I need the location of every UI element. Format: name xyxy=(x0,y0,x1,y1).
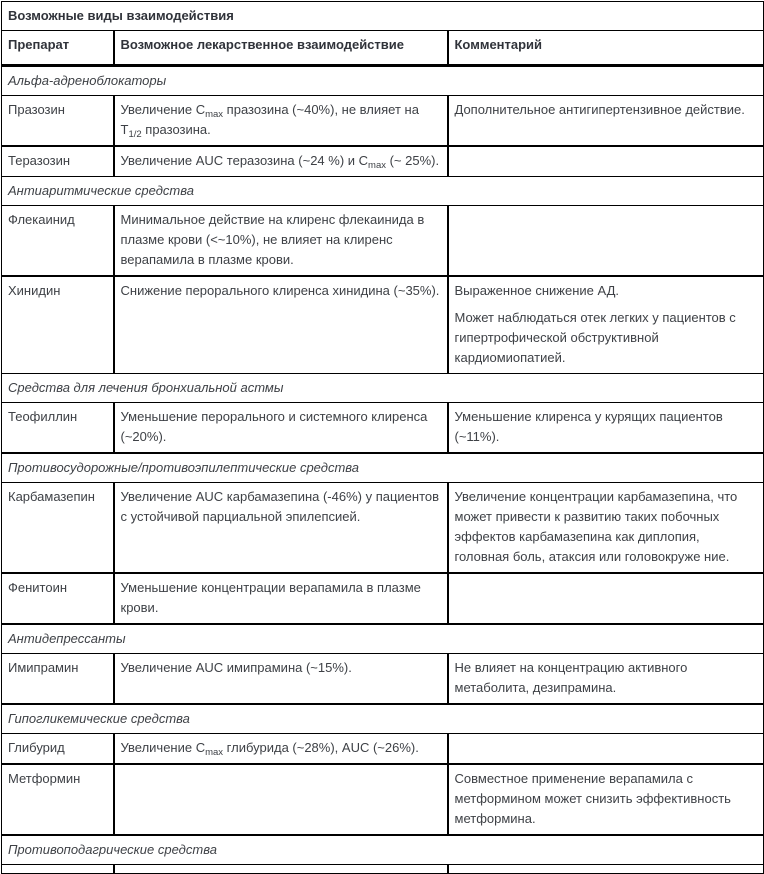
drug-cell xyxy=(2,865,114,874)
comment-cell: Увеличение концентрации карбамазепина, что может привести к развитию таких побочных эффектов карбамазепина как диплопия, головная боль, атаксия или головокруже ние. xyxy=(448,483,764,574)
table-row xyxy=(2,865,764,874)
drug-cell: Теразозин xyxy=(2,146,114,177)
interaction-cell: Увеличение $C_{max}$ празозина (~40%), не влияет на $T_{1/2}$ празозина. xyxy=(114,96,448,147)
column-header-row xyxy=(2,31,764,66)
drug-cell: Глибурид xyxy=(2,734,114,765)
table-title: Возможные виды взаимодействия xyxy=(2,2,764,31)
comment-cell: Совместное применение верапамила с метформином может снизить эффективность метформина. xyxy=(448,764,764,835)
section-label: Противоподагрические средства xyxy=(2,835,764,865)
section-row xyxy=(2,453,764,483)
comment-cell: Дополнительное антигипертензивное действие. xyxy=(448,96,764,147)
drug-cell: Фенитоин xyxy=(2,573,114,624)
table-row xyxy=(2,403,764,454)
drug-cell: Теофиллин xyxy=(2,403,114,454)
table-row xyxy=(2,96,764,147)
section-label: Гипогликемические средства xyxy=(2,704,764,734)
document-page xyxy=(1,1,763,874)
section-label: Средства для лечения бронхиальной астмы xyxy=(2,374,764,403)
table-row xyxy=(2,734,764,765)
drug-cell: Имипрамин xyxy=(2,654,114,705)
drug-cell: Флекаинид xyxy=(2,206,114,277)
interaction-cell: Уменьшение концентрации верапамила в плазме крови. xyxy=(114,573,448,624)
section-row xyxy=(2,624,764,654)
comment-cell xyxy=(448,573,764,624)
interaction-cell: Увеличение $C_{max}$ глибурида (~28%), AUC (~26%). xyxy=(114,734,448,765)
drug-cell: Хинидин xyxy=(2,276,114,374)
comment-cell xyxy=(448,146,764,177)
section-row xyxy=(2,835,764,865)
comment-cell xyxy=(448,734,764,765)
interaction-cell: Увеличение AUC карбамазепина (-46%) у пациентов с устойчивой парциальной эпилепсией. xyxy=(114,483,448,574)
drug-cell: Метформин xyxy=(2,764,114,835)
interaction-cell xyxy=(114,865,448,874)
comment-cell: Не влияет на концентрацию активного метаболита, дезипрамина. xyxy=(448,654,764,705)
comment-cell: Уменьшение клиренса у курящих пациентов (~11%). xyxy=(448,403,764,454)
comment-cell xyxy=(448,206,764,277)
interaction-cell: Минимальное действие на клиренс флекаинида в плазме крови (<~10%), не влияет на клиренс верапамила в плазме крови. xyxy=(114,206,448,277)
drug-cell: Карбамазепин xyxy=(2,483,114,574)
interaction-cell xyxy=(114,764,448,835)
table-row xyxy=(2,276,764,374)
section-row xyxy=(2,704,764,734)
section-label: Противосудорожные/противоэпилептические средства xyxy=(2,453,764,483)
drug-interactions-table xyxy=(1,1,764,874)
drug-cell: Празозин xyxy=(2,96,114,147)
section-row xyxy=(2,66,764,96)
table-title-row xyxy=(2,2,764,31)
section-row xyxy=(2,177,764,206)
column-header-interaction: Возможное лекарственное взаимодействие xyxy=(114,31,448,66)
column-header-comment: Комментарий xyxy=(448,31,764,66)
table-row xyxy=(2,573,764,624)
interaction-cell: Уменьшение перорального и системного клиренса (~20%). xyxy=(114,403,448,454)
table-body xyxy=(2,2,764,874)
interaction-cell: Увеличение AUC имипрамина (~15%). xyxy=(114,654,448,705)
table-row xyxy=(2,206,764,277)
section-label: Альфа-адреноблокаторы xyxy=(2,66,764,96)
section-label: Антидепрессанты xyxy=(2,624,764,654)
comment-cell xyxy=(448,865,764,874)
column-header-drug: Препарат xyxy=(2,31,114,66)
table-row xyxy=(2,764,764,835)
interaction-cell: Увеличение AUC теразозина (~24 %) и $C_{max}$ (~ 25%). xyxy=(114,146,448,177)
interaction-cell: Снижение перорального клиренса хинидина (~35%). xyxy=(114,276,448,374)
section-row xyxy=(2,374,764,403)
comment-cell: Выраженное снижение АД. Может наблюдаться отек легких у пациентов с гипертрофической обструктивной кардиомиопатией. xyxy=(448,276,764,374)
table-row xyxy=(2,654,764,705)
table-row xyxy=(2,146,764,177)
table-row xyxy=(2,483,764,574)
section-label: Антиаритмические средства xyxy=(2,177,764,206)
